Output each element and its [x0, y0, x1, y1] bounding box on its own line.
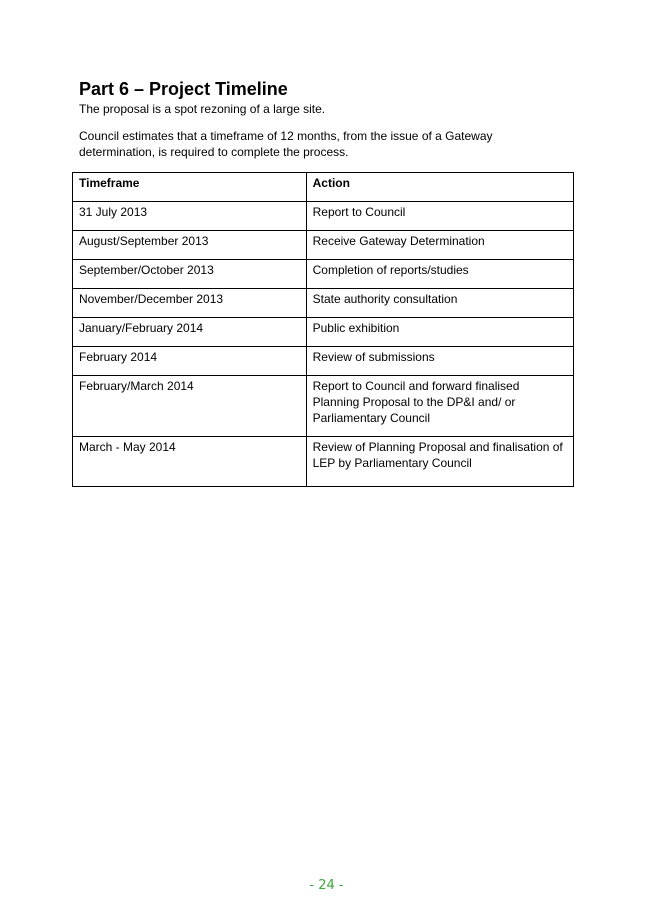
action-cell: Review of submissions	[306, 347, 573, 376]
timeline-table-body	[73, 202, 574, 487]
table-row	[73, 318, 574, 347]
table-row	[73, 437, 574, 487]
table-row	[73, 376, 574, 437]
timeline-table-header	[73, 173, 574, 202]
timeframe-cell: August/September 2013	[73, 231, 307, 260]
action-cell: Public exhibition	[306, 318, 573, 347]
action-cell: State authority consultation	[306, 289, 573, 318]
page-number: - 24 -	[309, 878, 344, 893]
page-title: Part 6 – Project Timeline	[79, 79, 288, 99]
action-cell: Completion of reports/studies	[306, 260, 573, 289]
timeframe-cell: January/February 2014	[73, 318, 307, 347]
table-row	[73, 202, 574, 231]
timeline-table	[72, 172, 574, 487]
action-cell: Review of Planning Proposal and finalisation of LEP by Parliamentary Council	[306, 437, 573, 487]
action-cell: Report to Council	[306, 202, 573, 231]
table-row	[73, 231, 574, 260]
table-row	[73, 260, 574, 289]
intro-paragraph: The proposal is a spot rezoning of a large site.	[79, 102, 326, 116]
action-cell: Report to Council and forward finalised Planning Proposal to the DP&I and/ or Parliamentary Council	[306, 376, 573, 437]
timeframe-column-header: Timeframe	[73, 173, 307, 202]
estimate-paragraph: Council estimates that a timeframe of 12 months, from the issue of a Gateway determination, is required to complete the process.	[79, 129, 493, 159]
action-column-header: Action	[306, 173, 573, 202]
table-row	[73, 347, 574, 376]
timeframe-cell: 31 July 2013	[73, 202, 307, 231]
timeframe-cell: September/October 2013	[73, 260, 307, 289]
timeframe-cell: February 2014	[73, 347, 307, 376]
timeframe-cell: November/December 2013	[73, 289, 307, 318]
timeframe-cell: March - May 2014	[73, 437, 307, 487]
table-header-row	[73, 173, 574, 202]
table-row	[73, 289, 574, 318]
timeframe-cell: February/March 2014	[73, 376, 307, 437]
action-cell: Receive Gateway Determination	[306, 231, 573, 260]
